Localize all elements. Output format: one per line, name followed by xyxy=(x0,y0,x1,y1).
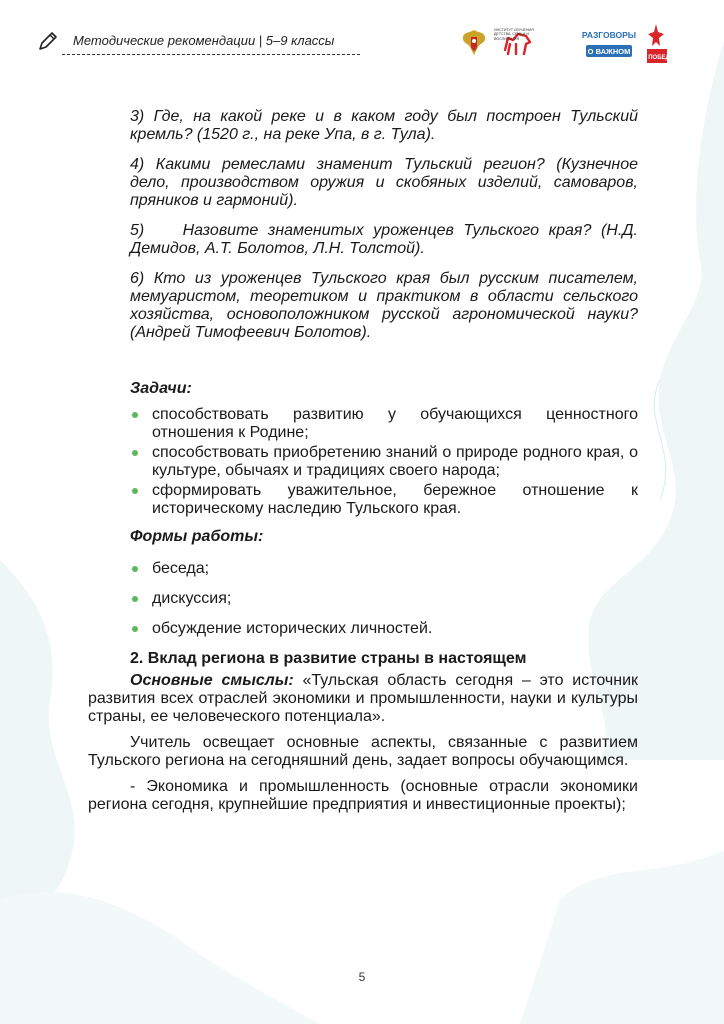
question-item: 5) Назовите знаменитых уроженцев Тульского края? (Н.Д. Демидов, А.Т. Болотов, Л.Н. Толстой). xyxy=(130,222,638,257)
teacher-paragraph: Учитель освещает основные аспекты, связанные с развитием Тульского региона на сегодняшний день, задает вопросы обучающимся. xyxy=(88,734,638,769)
list-item: дискуссия; xyxy=(128,590,638,608)
razgovory-logo-line2: О ВАЖНОМ xyxy=(587,47,631,56)
list-item: беседа; xyxy=(128,560,638,578)
question-list xyxy=(130,156,638,210)
razgovory-logo xyxy=(581,25,637,59)
question-item: 4) Какими ремеслами знаменит Тульский регион? (Кузнечное дело, производством оружия и скобяных изделий, самоваров, пряников и гармоний). xyxy=(130,156,638,209)
page-content xyxy=(88,108,638,822)
header-title: Методические рекомендации | 5–9 классы xyxy=(73,33,335,48)
tasks-list xyxy=(128,406,638,518)
list-item: способствовать развитию у обучающихся ценностного отношения к Родине; xyxy=(128,406,638,442)
question-list xyxy=(130,222,638,258)
meanings-text: «Тульская область сегодня – это источник развития всех отраслей экономики и промышленности, науки и культуры страны, ее человеческого потенциала». xyxy=(88,672,639,725)
partner-logos xyxy=(460,22,690,64)
section-title: 2. Вклад региона в развитие страны в настоящем xyxy=(130,650,527,667)
page-header xyxy=(0,0,724,70)
question-item: 6) Кто из уроженцев Тульского края был русским писателем, мемуаристом, теоретиком и практиком в области сельского хозяйства, основоположником русской агрономической науки? (Андрей Тимофеевич Болотов). xyxy=(130,270,638,341)
institute-name: ИНСТИТУТ ИЗУЧЕНИЯ ДЕТСТВА, СЕМЬИ И ВОСПИТАНИЯ xyxy=(494,28,534,41)
question-list xyxy=(130,108,638,144)
pencil-icon xyxy=(37,30,59,52)
ministry-emblem-icon xyxy=(460,27,488,59)
question-item: 3) Где, на какой реке и в каком году был построен Тульский кремль? (1520 г., на реке Упа, в г. Тула). xyxy=(130,108,638,143)
list-item: обсуждение исторических личностей. xyxy=(128,620,638,638)
razgovory-logo-line1: РАЗГОВОРЫ xyxy=(581,30,637,40)
victory-80-logo xyxy=(639,22,675,64)
page-number: 5 xyxy=(358,970,366,984)
victory-80-logo-text: 80 ПОБЕДА xyxy=(639,55,675,61)
question-list xyxy=(130,270,638,342)
forms-heading: Формы работы: xyxy=(130,528,264,545)
economy-paragraph: - Экономика и промышленность (основные отрасли экономики региона сегодня, крупнейшие предприятия и инвестиционные проекты); xyxy=(88,778,638,813)
header-divider xyxy=(62,54,360,55)
meanings-label: Основные смыслы: xyxy=(130,672,294,689)
main-meanings-paragraph xyxy=(88,672,638,726)
list-item: сформировать уважительное, бережное отношение к историческому наследию Тульского края. xyxy=(128,482,638,518)
tasks-heading: Задачи: xyxy=(130,380,192,397)
forms-list xyxy=(128,560,638,638)
list-item: способствовать приобретению знаний о природе родного края, о культуре, обычаях и традициях своего народа; xyxy=(128,444,638,480)
